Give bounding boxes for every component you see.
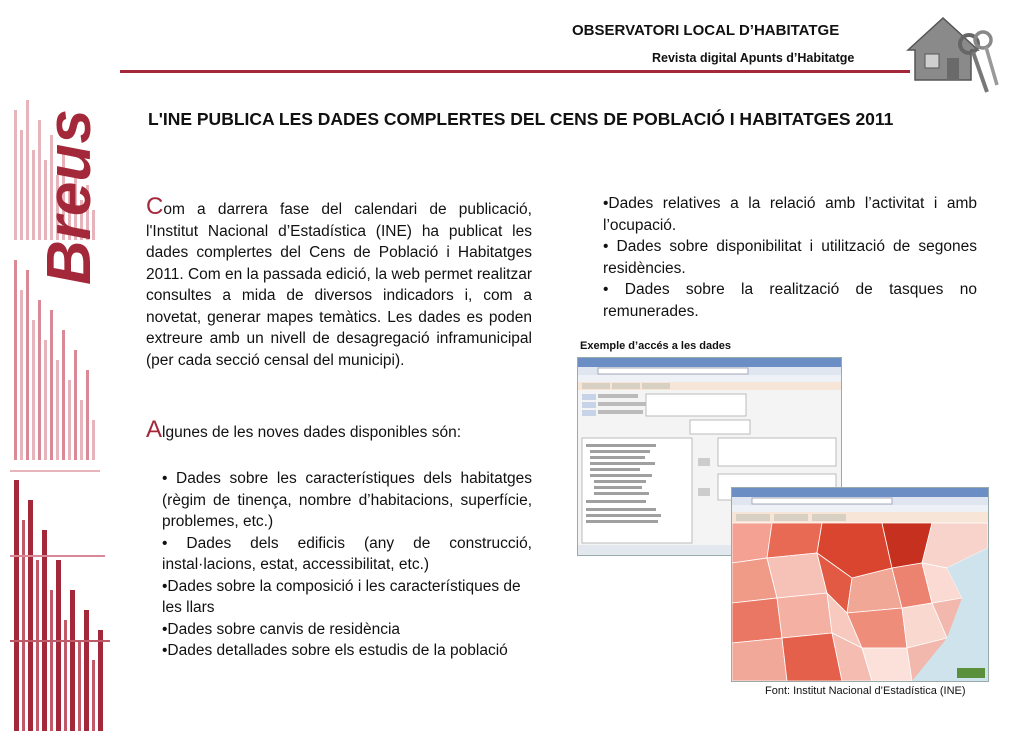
header-subtitle: Revista digital Apunts d’Habitatge <box>652 51 855 65</box>
bullet-list-left <box>162 468 532 662</box>
list-item: •Dades sobre la composició i les característiques de les llars <box>162 577 521 616</box>
list-item: • Dades sobre les característiques dels habitatges (règim de tinença, nombre d’habitacions, superfície, problemes, etc.) <box>162 470 532 530</box>
house-keys-logo <box>903 10 1003 100</box>
left-decoration <box>0 0 120 731</box>
new-data-intro <box>146 416 532 444</box>
list-item: • Dades dels edificis (any de construcció, instal·lacions, estat, accessibilitat, etc.) <box>162 534 532 573</box>
dropcap: C <box>146 193 164 220</box>
figure-source: Font: Institut Nacional d’Estadística (INE) <box>765 685 966 697</box>
ine-map-screenshot <box>731 487 989 682</box>
list-item: •Dades sobre canvis de residència <box>162 620 401 638</box>
section-label: Breus <box>35 109 104 285</box>
header-org-title: OBSERVATORI LOCAL D’HABITATGE <box>572 22 840 39</box>
list-item: • Dades sobre la realització de tasques no remunerades. <box>603 281 977 320</box>
list-item: •Dades detallades sobre els estudis de la població <box>162 642 508 659</box>
header-divider <box>120 70 910 73</box>
intro-paragraph <box>146 193 532 371</box>
intro-text: om a darrera fase del calendari de publicació, l'Institut Nacional d’Estadística (INE) ha publicat les dades complertes del Cens de Població i Habitatges 2011. Com en la passada edició, la web permet realitzar consultes a mida de diversos indicadors i, com a novetat, generar mapes temàtics. Les dades es poden extreure amb un nivell de desagregació inframunicipal (per cada secció censal del municipi). <box>146 201 532 369</box>
dropcap: A <box>146 416 163 443</box>
new-data-intro-text: lgunes de les noves dades disponibles són: <box>162 424 462 441</box>
article-title: L'INE PUBLICA LES DADES COMPLERTES DEL CENS DE POBLACIÓ I HABITATGES 2011 <box>148 109 894 129</box>
bullet-list-right <box>603 193 977 322</box>
thematic-map-image <box>732 488 988 681</box>
figure-caption: Exemple d’accés a les dades <box>580 340 732 352</box>
list-item: • Dades sobre disponibilitat i utilització de segones residències. <box>603 238 977 277</box>
list-item: •Dades relatives a la relació amb l’activitat i amb l’ocupació. <box>603 195 977 234</box>
